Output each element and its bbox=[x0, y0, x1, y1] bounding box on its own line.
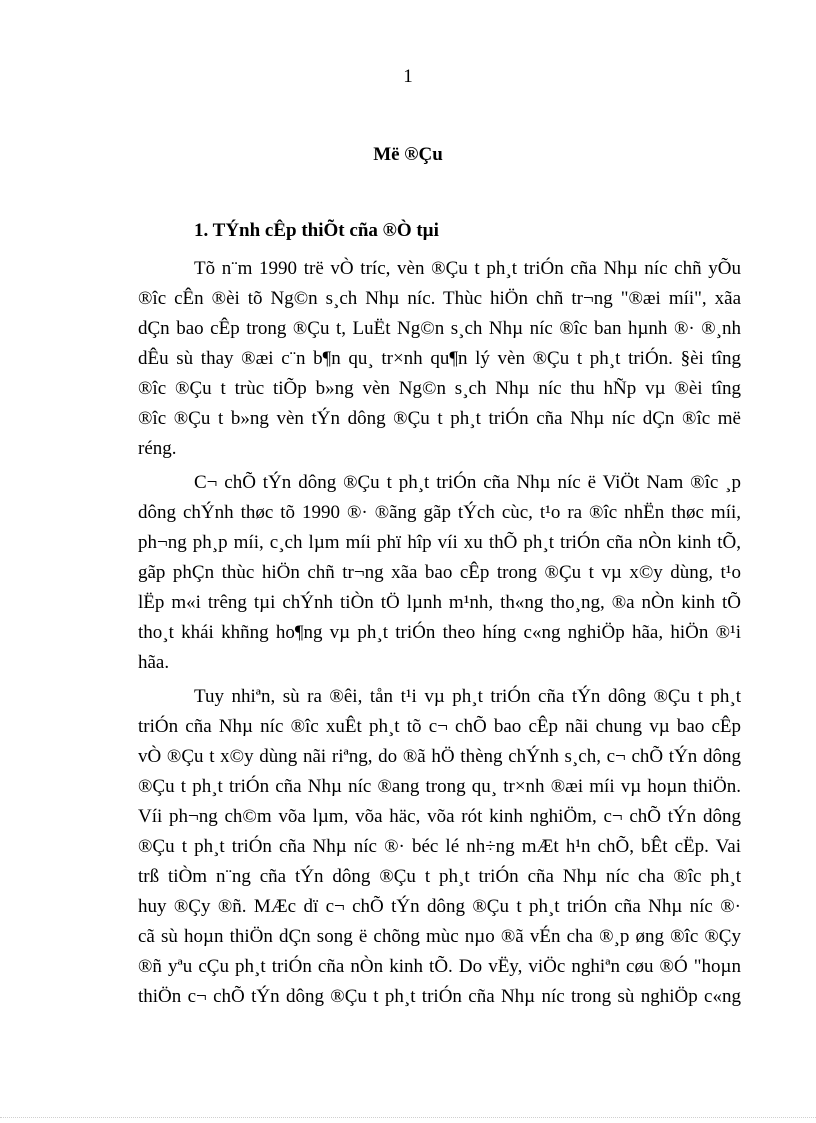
section-title: 1. TÝnh cÊp thiÕt cña ®Ò tµi bbox=[194, 220, 439, 241]
paragraph-line: C¬ chÕ tÝn dông ®Çu t ph¸t triÓn cña Nhµ níc ë ViÖt Nam ®îc ¸p bbox=[194, 472, 741, 493]
paragraph-line: ®Çu t ph¸t triÓn cña Nhµ níc ®· béc lé nh÷ng mÆt h¹n chÕ, bÊt cËp. Vai bbox=[138, 836, 741, 857]
paragraph-line: lËp m«i trêng tµi chÝnh tiÒn tÖ lµnh m¹nh, th«ng tho¸ng, ®a nÒn kinh tÕ bbox=[138, 592, 741, 613]
paragraph-line: tho¸t khái khñng ho¶ng vµ ph¸t triÓn theo híng c«ng nghiÖp hãa, hiÖn ®¹i bbox=[138, 622, 741, 643]
paragraph-line: trß tiÒm n¨ng cña tÝn dông ®Çu t ph¸t triÓn cña Nhµ níc cha ®îc ph¸t bbox=[138, 866, 741, 887]
paragraph-line: gãp phÇn thùc hiÖn chñ tr¬ng xãa bao cÊp trong ®Çu t vµ x©y dùng, t¹o bbox=[138, 562, 741, 583]
paragraph-line: ®Çu t ph¸t triÓn cña Nhµ níc ®ang trong qu¸ tr×nh ®æi míi vµ hoµn thiÖn. bbox=[138, 776, 741, 797]
paragraph-line: thiÖn c¬ chÕ tÝn dông ®Çu t ph¸t triÓn cña Nhµ níc trong sù nghiÖp c«ng bbox=[138, 986, 741, 1007]
page-bottom-edge bbox=[0, 1117, 816, 1118]
paragraph-line: dÇn bao cÊp trong ®Çu t, LuËt Ng©n s¸ch Nhµ níc ®îc ban hµnh ®· ®¸nh bbox=[138, 318, 741, 339]
document-heading: Më ®Çu bbox=[373, 144, 443, 165]
paragraph-line: vÒ ®Çu t x©y dùng nãi riªng, do ®ã hÖ thèng chÝnh s¸ch, c¬ chÕ tÝn dông bbox=[138, 746, 741, 767]
paragraph-line: cã sù hoµn thiÖn dÇn song ë chõng mùc nµo ®ã vÉn cha ®¸p øng ®îc ®Çy bbox=[138, 926, 741, 947]
paragraph-line: ®îc ®Çu t trùc tiÕp b»ng vèn Ng©n s¸ch Nhµ níc thu hÑp vµ ®èi tîng bbox=[138, 378, 741, 399]
paragraph-line: ®îc ®Çu t b»ng vèn tÝn dông ®Çu t ph¸t triÓn cña Nhµ níc dÇn ®îc më bbox=[138, 408, 741, 429]
paragraph-line: dÊu sù thay ®æi c¨n b¶n qu¸ tr×nh qu¶n lý vèn ®Çu t ph¸t triÓn. §èi tîng bbox=[138, 348, 741, 369]
paragraph-line: ®ñ yªu cÇu ph¸t triÓn cña nÒn kinh tÕ. Do vËy, viÖc nghiªn cøu ®Ó "hoµn bbox=[138, 956, 741, 977]
page-number: 1 bbox=[403, 66, 413, 87]
paragraph-line: triÓn cña Nhµ níc ®îc xuÊt ph¸t tõ c¬ chÕ bao cÊp nãi chung vµ bao cÊp bbox=[138, 716, 741, 737]
paragraph-line: Víi ph¬ng ch©m võa lµm, võa häc, võa rót kinh nghiÖm, c¬ chÕ tÝn dông bbox=[138, 806, 741, 827]
paragraph-line: dông chÝnh thøc tõ 1990 ®· ®ãng gãp tÝch cùc, t¹o ra ®îc nhËn thøc míi, bbox=[138, 502, 741, 523]
paragraph-line: hãa. bbox=[138, 652, 170, 673]
paragraph-line: ph¬ng ph¸p míi, c¸ch lµm míi phï hîp víi xu thÕ ph¸t triÓn cña nÒn kinh tÕ, bbox=[138, 532, 741, 553]
paragraph-line: ®îc cÊn ®èi tõ Ng©n s¸ch Nhµ níc. Thùc hiÖn chñ tr¬ng "®æi míi", xãa bbox=[138, 288, 741, 309]
paragraph-line: Tuy nhiªn, sù ra ®êi, tån t¹i vµ ph¸t triÓn cña tÝn dông ®Çu t ph¸t bbox=[194, 686, 741, 707]
paragraph-line: huy ®Çy ®ñ. MÆc dï c¬ chÕ tÝn dông ®Çu t ph¸t triÓn cña Nhµ níc ®· bbox=[138, 896, 741, 917]
paragraph-line: réng. bbox=[138, 438, 177, 459]
paragraph-line: Tõ n¨m 1990 trë vÒ tríc, vèn ®Çu t ph¸t triÓn cña Nhµ níc chñ yÕu bbox=[194, 258, 741, 279]
